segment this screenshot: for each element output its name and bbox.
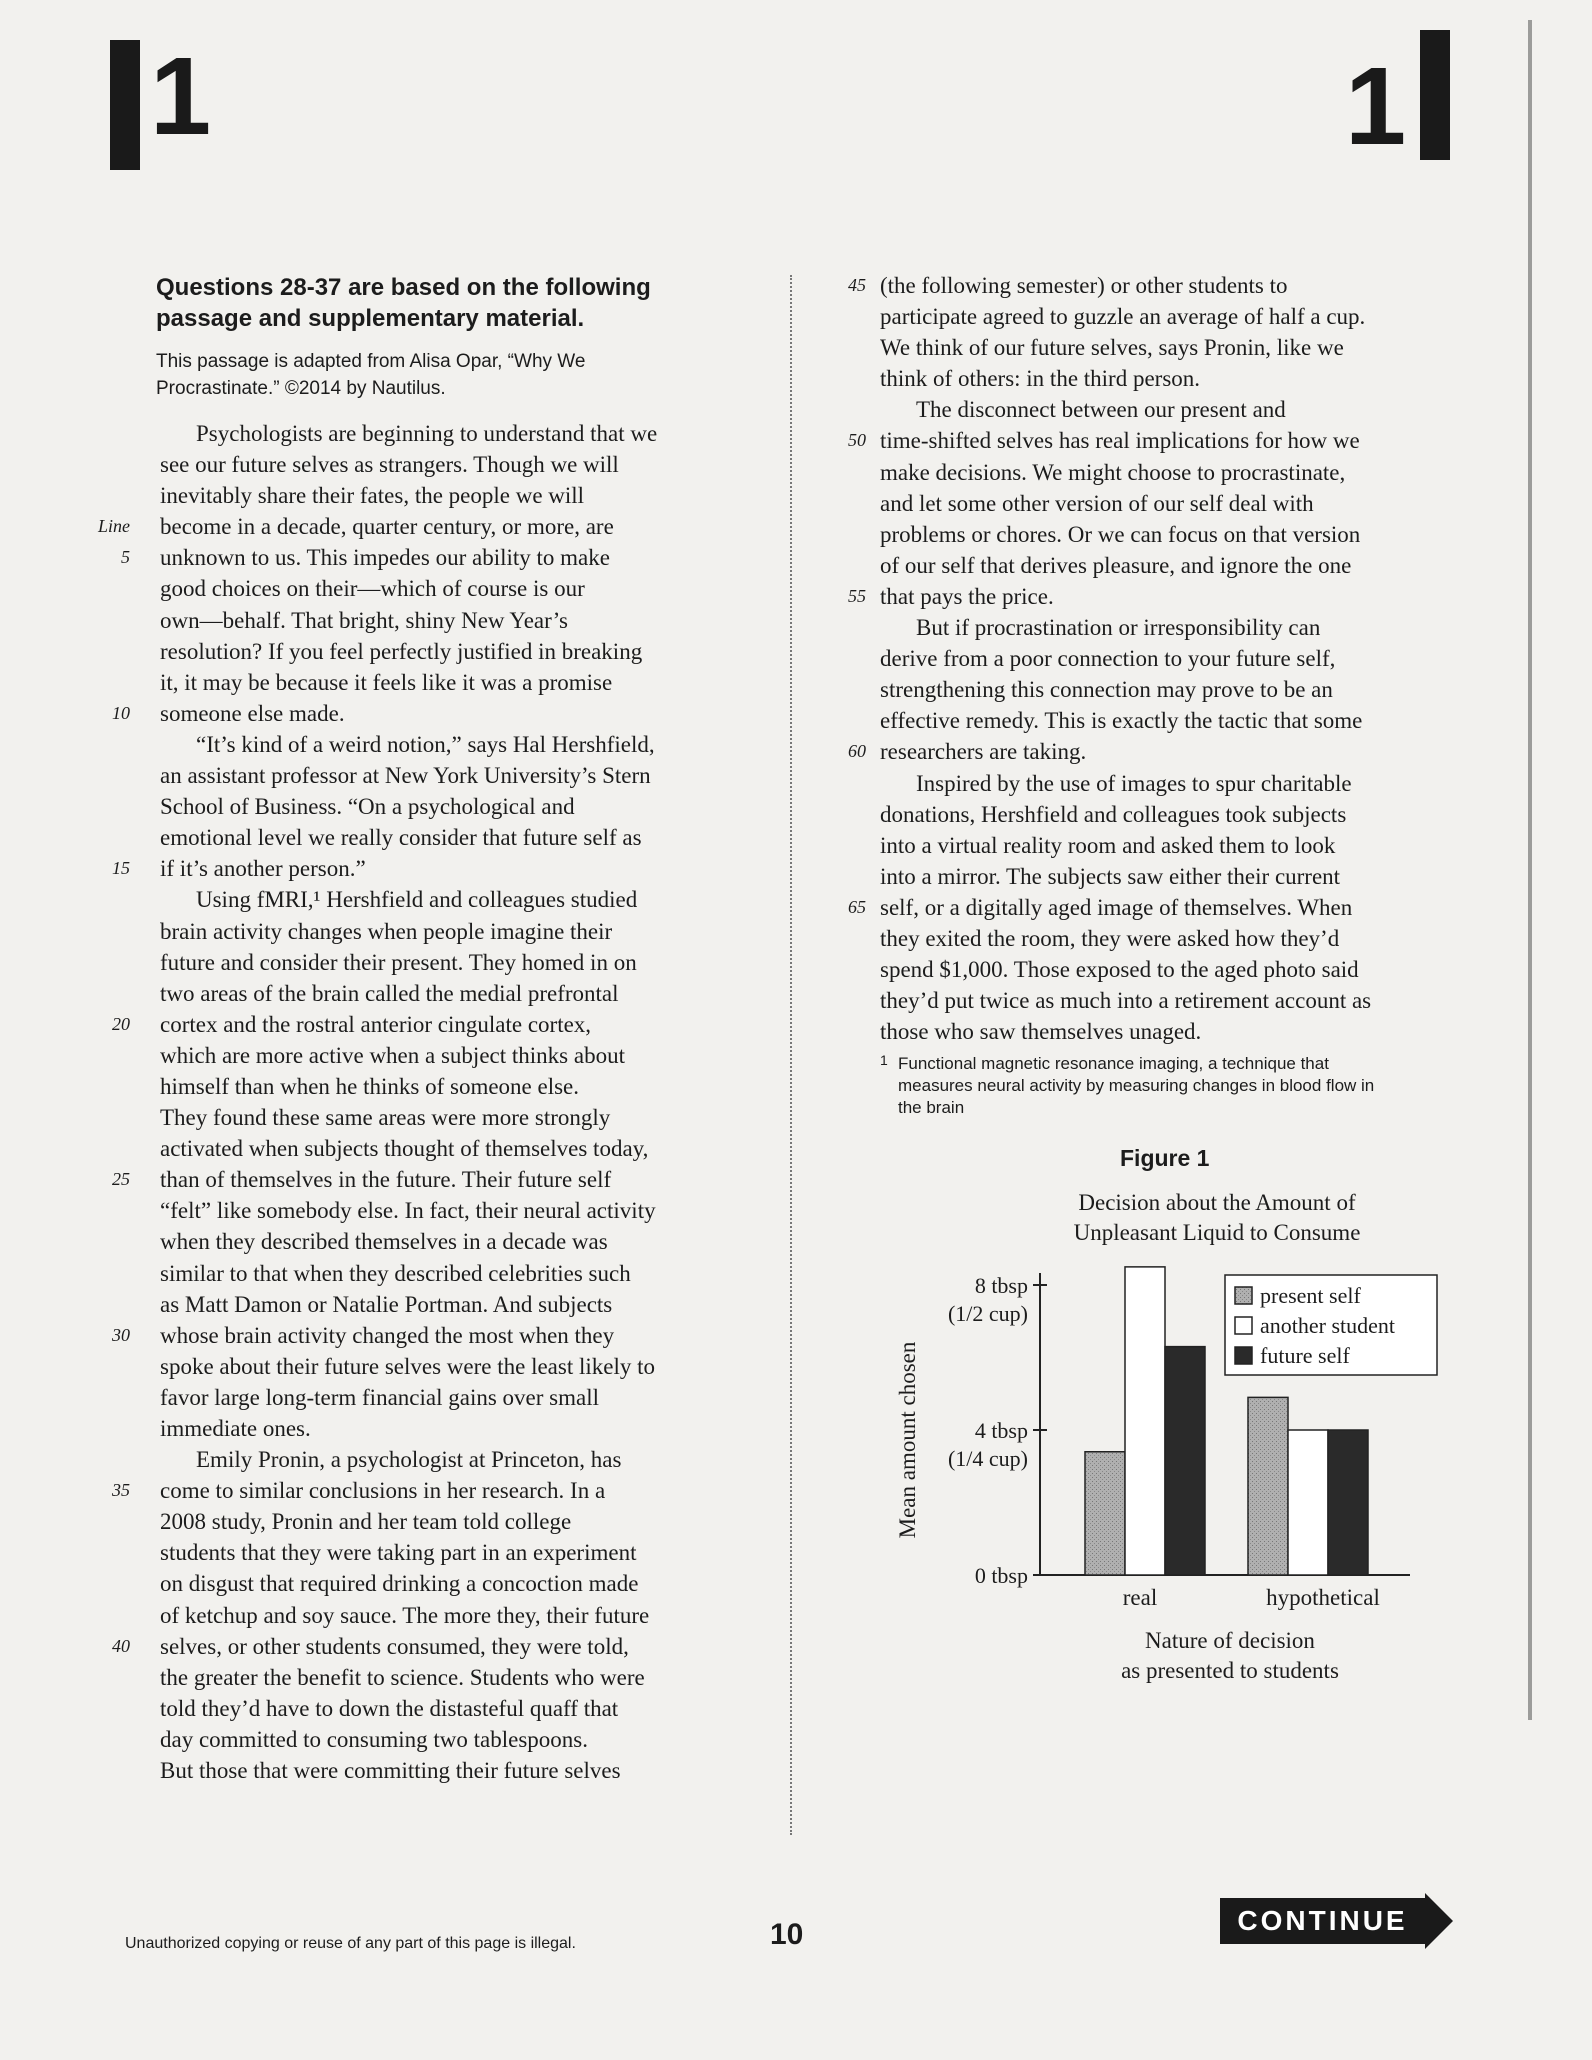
passage-line (112, 1009, 760, 1040)
page-number: 10 (770, 1918, 804, 1951)
passage-line (880, 457, 1490, 488)
passage-line (140, 1351, 760, 1382)
x-category-label: hypothetical (1266, 1585, 1380, 1610)
passage-line (140, 1382, 760, 1413)
passage-line-text: day committed to consuming two tablespoons. (160, 1726, 589, 1752)
passage-line-text: spend $1,000. Those exposed to the aged photo said (880, 957, 1359, 983)
passage-line-text: We think of our future selves, says Pronin, like we (880, 335, 1344, 361)
footnote (880, 1053, 1458, 1119)
passage-line-text: and let some other version of our self deal with (880, 490, 1314, 516)
passage-line (140, 480, 760, 511)
line-number: 45 (848, 275, 866, 295)
bar-present-self-real (1085, 1452, 1125, 1575)
bar-present-self-hypothetical (1248, 1397, 1288, 1575)
passage-line (140, 1040, 760, 1071)
section-number-left: 1 (150, 35, 212, 158)
passage-line-text: future and consider their present. They homed in on (160, 949, 637, 975)
continue-label: CONTINUE (1220, 1898, 1425, 1944)
passage-line-text: which are more active when a subject thinks about (160, 1042, 625, 1068)
passage-line (848, 736, 1490, 767)
y-tick-label: (1/4 cup) (947, 1446, 1028, 1471)
passage-line (140, 1102, 760, 1133)
passage-line (140, 1195, 760, 1226)
passage-line (880, 799, 1490, 830)
left-column (97, 272, 760, 1786)
passage-line (880, 954, 1490, 985)
passage-line (848, 425, 1490, 456)
passage-line-text: “It’s kind of a weird notion,” says Hal Hershfield, (196, 731, 655, 757)
passage-line-text: selves, or other students consumed, they were told, (160, 1633, 629, 1659)
line-number: 25 (112, 1169, 130, 1190)
legend-label: another student (1260, 1313, 1396, 1338)
passage-line (140, 449, 760, 480)
y-axis-title: Mean amount chosen (895, 1341, 920, 1539)
passage-line-text: inevitably share their fates, the people we will (160, 483, 585, 509)
passage-line-text: strengthening this connection may prove to be an (880, 677, 1333, 703)
footnote-mark: 1 (880, 1052, 888, 1069)
section-marker-right (1420, 30, 1450, 160)
passage-line-text: of our self that derives pleasure, and ignore the one (880, 552, 1352, 578)
passage-line (140, 916, 760, 947)
passage-line-text: they’d put twice as much into a retirement account as (880, 988, 1372, 1014)
passage-line-text: self, or a digitally aged image of themselves. When (880, 894, 1353, 920)
x-axis-title-line: Nature of decision (1145, 1628, 1315, 1653)
passage-line (140, 1071, 760, 1102)
line-number: 55 (848, 585, 866, 606)
passage-line-text: derive from a poor connection to your future self, (880, 646, 1336, 672)
bar-another-student-hypothetical (1288, 1430, 1328, 1575)
footnote-line: Functional magnetic resonance imaging, a technique that (898, 1054, 1329, 1074)
passage-line-text: of ketchup and soy sauce. The more they, their future (160, 1602, 650, 1628)
passage-line (880, 923, 1490, 954)
passage-line-text: immediate ones. (160, 1416, 311, 1441)
line-number: 40 (112, 1635, 130, 1656)
footnote-line: measures neural activity by measuring changes in blood flow in (898, 1076, 1375, 1096)
passage-line-text: Psychologists are beginning to understand that we (196, 421, 658, 446)
page-edge-shadow (1528, 20, 1532, 1720)
x-category-label: real (1122, 1585, 1158, 1610)
passage-line-text: The disconnect between our present and (916, 397, 1286, 423)
passage-line (112, 1475, 760, 1506)
line-number: 65 (848, 896, 866, 917)
passage-line (140, 1444, 760, 1475)
chart-title-line: Unpleasant Liquid to Consume (1073, 1220, 1361, 1245)
passage-line-text: himself than when he thinks of someone else. (160, 1073, 580, 1099)
passage-line (880, 550, 1490, 581)
passage-line-text: But those that were committing their future selves (160, 1758, 621, 1784)
passage-line (121, 542, 760, 573)
passage-line-text: Using fMRI,¹ Hershfield and colleagues studied (196, 887, 638, 913)
passage-line (140, 822, 760, 853)
legend-label: present self (1260, 1283, 1361, 1308)
passage-line (880, 705, 1490, 736)
line-number: 50 (848, 430, 866, 451)
passage-line (848, 270, 1490, 301)
passage-line-text: someone else made. (160, 700, 345, 726)
passage-line-text: good choices on their—which of course is our (160, 576, 585, 602)
passage-line (140, 1258, 760, 1289)
passage-line-text: told they’d have to down the distasteful quaff that (160, 1695, 619, 1721)
passage-line (140, 605, 760, 636)
passage-line (880, 363, 1490, 394)
passage-line (140, 1755, 760, 1786)
column-divider (790, 275, 792, 1835)
passage-line (97, 511, 760, 542)
passage-line-text: emotional level we really consider that future self as (160, 825, 642, 851)
passage-line (880, 1016, 1490, 1047)
chart-title-line: Decision about the Amount of (1078, 1190, 1356, 1215)
passage-line-text: donations, Hershfield and colleagues took subjects (880, 801, 1347, 827)
passage-line (112, 698, 760, 729)
passage-line (112, 1631, 760, 1662)
passage-line-text: similar to that when they described celebrities such (160, 1260, 631, 1286)
passage-line-text: on disgust that required drinking a concoction made (160, 1571, 639, 1597)
line-number: Line (97, 516, 130, 537)
passage-line-text: “felt” like somebody else. In fact, their neural activity (160, 1198, 656, 1224)
bar-future-self-hypothetical (1328, 1430, 1368, 1575)
passage-line (848, 892, 1490, 923)
legend-label: future self (1260, 1343, 1350, 1368)
passage-line-text: time-shifted selves has real implications for how we (880, 428, 1360, 454)
passage-line-text: it, it may be because it feels like it was a promise (160, 669, 613, 695)
passage-line (140, 791, 760, 822)
passage-right (848, 270, 1490, 1047)
passage-line (880, 768, 1490, 799)
passage-line (140, 1289, 760, 1320)
passage-line-text: (the following semester) or other students to (880, 273, 1288, 298)
passage-line-text: when they described themselves in a decade was (160, 1229, 608, 1255)
passage-line (140, 978, 760, 1009)
line-number: 15 (112, 858, 130, 879)
bar-another-student-real (1125, 1267, 1165, 1575)
passage-line-text: Inspired by the use of images to spur charitable (916, 770, 1352, 796)
passage-line (880, 612, 1490, 643)
passage-line (112, 1320, 760, 1351)
passage-line-text: problems or chores. Or we can focus on that version (880, 521, 1361, 547)
passage-line (140, 1413, 760, 1444)
passage-line (112, 1164, 760, 1195)
line-number: 30 (112, 1324, 130, 1345)
passage-line-text: Emily Pronin, a psychologist at Princeton, has (196, 1447, 622, 1473)
passage-line-text: resolution? If you feel perfectly justified in breaking (160, 638, 643, 664)
passage-line (140, 636, 760, 667)
passage-line-text: spoke about their future selves were the least likely to (160, 1353, 655, 1379)
passage-line-text: activated when subjects thought of themselves today, (160, 1136, 649, 1162)
line-number: 5 (121, 547, 130, 568)
questions-heading-line: passage and supplementary material. (156, 305, 585, 332)
passage-line-text: two areas of the brain called the medial prefrontal (160, 980, 619, 1006)
passage-line (880, 643, 1490, 674)
y-tick-label: (1/2 cup) (947, 1301, 1028, 1326)
passage-line (880, 985, 1490, 1016)
passage-line-text: brain activity changes when people imagine their (160, 918, 613, 944)
passage-line-text: the greater the benefit to science. Students who were (160, 1664, 645, 1690)
passage-line-text: those who saw themselves unaged. (880, 1019, 1202, 1045)
passage-line-text: participate agreed to guzzle an average of half a cup. (880, 304, 1366, 330)
right-column (848, 270, 1490, 1119)
passage-line-text: that pays the price. (880, 583, 1054, 609)
passage-line (880, 830, 1490, 861)
passage-line (140, 573, 760, 604)
passage-line (140, 1568, 760, 1599)
passage-line-text: cortex and the rostral anterior cingulate cortex, (160, 1011, 592, 1037)
copyright-notice: Unauthorized copying or reuse of any part of this page is illegal. (125, 1935, 576, 1952)
line-number: 35 (112, 1480, 130, 1501)
passage-line-text: become in a decade, quarter century, or more, are (160, 514, 614, 540)
line-number: 20 (112, 1013, 130, 1034)
continue-arrow-icon (1425, 1893, 1453, 1949)
passage-line-text: favor large long-term financial gains over small (160, 1384, 599, 1410)
passage-line (140, 1226, 760, 1257)
passage-line-text: into a virtual reality room and asked them to look (880, 832, 1336, 858)
passage-line (140, 1506, 760, 1537)
passage-line (880, 394, 1490, 425)
passage-line-text: make decisions. We might choose to procrastinate, (880, 459, 1346, 485)
passage-line-text: But if procrastination or irresponsibility can (916, 615, 1321, 641)
passage-line (140, 1537, 760, 1568)
questions-heading (156, 272, 716, 334)
passage-line-text: own—behalf. That bright, shiny New Year’s (160, 607, 568, 633)
x-axis-title-line: as presented to students (1121, 1658, 1339, 1683)
passage-source-line: Procrastinate.” ©2014 by Nautilus. (156, 378, 446, 399)
y-tick-label: 8 tbsp (974, 1273, 1028, 1298)
passage-line (140, 1133, 760, 1164)
legend-swatch (1235, 1347, 1252, 1364)
passage-line (140, 1693, 760, 1724)
passage-line (140, 884, 760, 915)
bar-future-self-real (1165, 1347, 1205, 1575)
passage-line (880, 301, 1490, 332)
passage-line (140, 760, 760, 791)
passage-source (156, 348, 716, 402)
passage-line (880, 861, 1490, 892)
passage-line-text: effective remedy. This is exactly the tactic that some (880, 708, 1363, 734)
passage-line (112, 853, 760, 884)
passage-line (140, 418, 760, 449)
y-tick-label: 4 tbsp (974, 1418, 1028, 1443)
section-number-right: 1 (1345, 45, 1407, 168)
passage-line (880, 332, 1490, 363)
passage-line (140, 667, 760, 698)
passage-line (140, 1662, 760, 1693)
passage-line (140, 729, 760, 760)
section-marker-left (110, 40, 140, 170)
passage-line-text: as Matt Damon or Natalie Portman. And subjects (160, 1291, 613, 1317)
passage-line-text: unknown to us. This impedes our ability to make (160, 545, 610, 571)
passage-line-text: researchers are taking. (880, 739, 1087, 765)
figure-1-bar-chart (880, 1185, 1440, 1705)
passage-line-text: come to similar conclusions in her research. In a (160, 1478, 606, 1504)
line-number: 60 (848, 741, 866, 762)
passage-line (880, 674, 1490, 705)
passage-line (880, 488, 1490, 519)
passage-source-line: This passage is adapted from Alisa Opar, “Why We (156, 351, 586, 372)
y-tick-label: 0 tbsp (974, 1563, 1028, 1588)
passage-line (848, 581, 1490, 612)
legend-swatch (1235, 1317, 1252, 1334)
passage-line-text: think of others: in the third person. (880, 366, 1201, 392)
passage-line-text: into a mirror. The subjects saw either their current (880, 863, 1341, 889)
passage-line-text: they exited the room, they were asked how they’d (880, 925, 1340, 951)
footnote-line: the brain (898, 1098, 965, 1118)
passage-line-text: students that they were taking part in an experiment (160, 1540, 637, 1566)
passage-line-text: see our future selves as strangers. Though we will (160, 452, 619, 478)
passage-line-text: 2008 study, Pronin and her team told college (160, 1509, 572, 1535)
passage-line-text: whose brain activity changed the most when they (160, 1322, 615, 1348)
questions-heading-line: Questions 28-37 are based on the following (156, 274, 651, 301)
passage-line (140, 1724, 760, 1755)
passage-line (880, 519, 1490, 550)
passage-left (97, 418, 760, 1786)
line-number: 10 (112, 702, 130, 723)
passage-line (140, 947, 760, 978)
legend-swatch (1235, 1287, 1252, 1304)
passage-line (140, 1600, 760, 1631)
passage-line-text: They found these same areas were more strongly (160, 1105, 611, 1131)
passage-line-text: than of themselves in the future. Their future self (160, 1167, 612, 1193)
figure-label: Figure 1 (1120, 1145, 1210, 1171)
passage-line-text: an assistant professor at New York University’s Stern (160, 763, 651, 789)
passage-line-text: School of Business. “On a psychological and (160, 794, 575, 820)
passage-line-text: if it’s another person.” (160, 856, 366, 882)
